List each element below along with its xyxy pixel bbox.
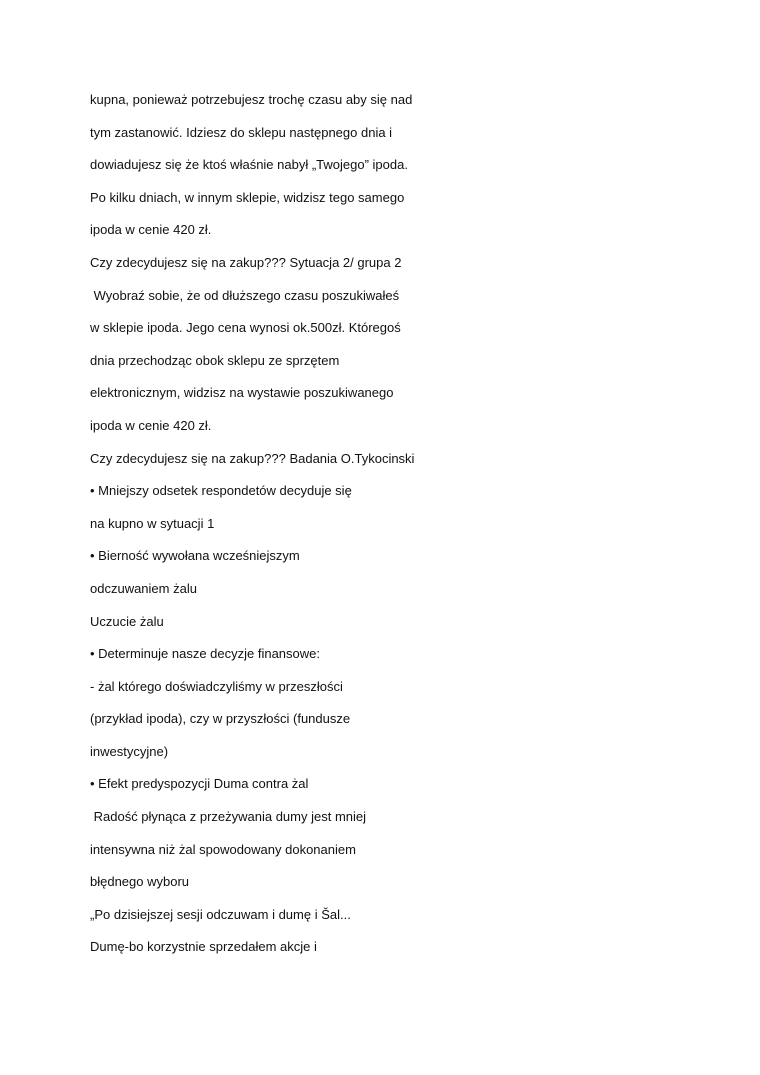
- text-line-13: • Mniejszy odsetek respondetów decyduje się: [90, 483, 352, 499]
- text-line-7: Wyobraź sobie, że od dłuższego czasu poszukiwałeś: [90, 287, 400, 303]
- text-line-9: dnia przechodząc obok sklepu ze sprzętem: [90, 352, 340, 368]
- text-line-15: • Bierność wywołana wcześniejszym: [90, 548, 300, 564]
- text-line-10: elektronicznym, widzisz na wystawie poszukiwanego: [90, 385, 394, 401]
- text-line-16: odczuwaniem żalu: [90, 580, 197, 596]
- text-line-27: Dumę-bo korzystnie sprzedałem akcje i: [90, 939, 317, 955]
- text-line-1: kupna, ponieważ potrzebujesz trochę czasu aby się nad: [90, 92, 413, 107]
- text-line-23: Radość płynąca z przeżywania dumy jest mniej: [90, 809, 367, 825]
- text-line-22: • Efekt predyspozycji Duma contra żal: [90, 776, 309, 792]
- text-line-26: „Po dzisiejszej sesji odczuwam i dumę i Šal...: [90, 906, 351, 922]
- text-line-2: tym zastanowić. Idziesz do sklepu następnego dnia i: [90, 124, 393, 140]
- text-line-20: (przykład ipoda), czy w przyszłości (fundusze: [90, 711, 351, 727]
- text-line-4: Po kilku dniach, w innym sklepie, widzisz tego samego: [90, 189, 405, 205]
- text-line-11: ipoda w cenie 420 zł.: [90, 417, 212, 433]
- text-line-25: błędnego wyboru: [90, 874, 190, 890]
- text-line-19: - żal którego doświadczyliśmy w przeszłości: [90, 678, 343, 694]
- text-line-8: w sklepie ipoda. Jego cena wynosi ok.500zł. Któregoś: [90, 320, 401, 336]
- text-line-24: intensywna niż żal spowodowany dokonaniem: [90, 841, 356, 857]
- text-line-17: Uczucie żalu: [90, 613, 164, 629]
- text-line-18: • Determinuje nasze decyzje finansowe:: [90, 646, 321, 662]
- text-line-3: dowiadujesz się że ktoś właśnie nabył „Twojego” ipoda.: [90, 157, 408, 173]
- text-line-21: inwestycyjne): [90, 743, 169, 759]
- text-line-6: Czy zdecydujesz się na zakup??? Sytuacja 2/ grupa 2: [90, 254, 402, 270]
- text-line-5: ipoda w cenie 420 zł.: [90, 222, 212, 238]
- text-line-14: na kupno w sytuacji 1: [90, 515, 215, 531]
- text-line-12: Czy zdecydujesz się na zakup??? Badania O.Tykocinski: [90, 450, 415, 466]
- document-text: [90, 90, 690, 970]
